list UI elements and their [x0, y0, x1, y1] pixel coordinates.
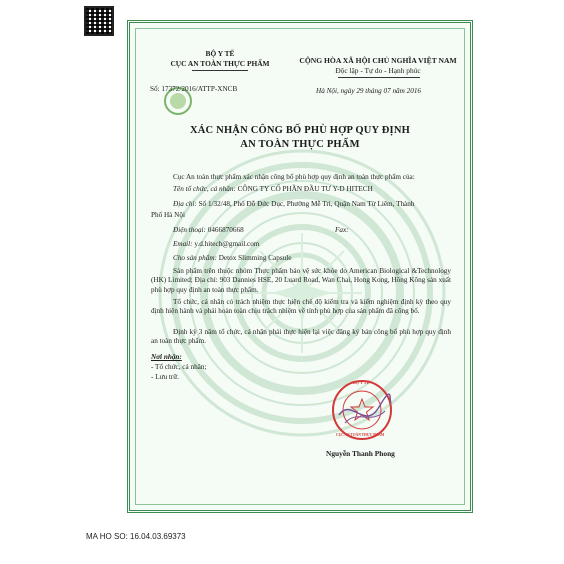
org-label: Tên tổ chức, cá nhân: — [173, 185, 236, 193]
official-seal-icon — [331, 379, 393, 441]
email-row — [173, 240, 259, 248]
seal-text-bottom: CỤC AN TOÀN THỰC PHẨM — [336, 433, 385, 437]
paragraph-1: Sản phẩm trên thuộc nhóm Thực phẩm bảo vệ sức khỏe do American Biological &Technology (HK) Limited; Địa chỉ: 903 Dannies HSE, 20 Luard Road, Wan Chai, Hong Kong, Hồng Kông sản xuất phù hợp quy định an toàn thực phẩm. — [151, 267, 451, 294]
national-motto: Độc lập - Tự do - Hạnh phúc — [335, 66, 421, 75]
phone-label: Điện thoại: — [173, 226, 206, 234]
department-underline — [192, 70, 248, 71]
product-row — [173, 254, 291, 262]
document-number: Số: 17372/2016/ATTP-XNCB — [150, 85, 238, 93]
signer-name: Nguyễn Thanh Phong — [326, 449, 395, 458]
place-and-date: Hà Nội, ngày 29 tháng 07 năm 2016 — [316, 87, 422, 95]
title-line-2: AN TOÀN THỰC PHẨM — [240, 139, 360, 150]
seal-text-top: BỘ Y TẾ — [353, 380, 370, 385]
phone-value: 0466870668 — [207, 226, 244, 234]
fax-label: Fax: — [335, 226, 349, 234]
org-value: CÔNG TY CỔ PHẦN ĐẦU TƯ Y-D HITECH — [237, 185, 373, 193]
address-label: Địa chỉ: — [173, 200, 197, 208]
department-name: CỤC AN TOÀN THỰC PHẨM — [170, 59, 270, 68]
country-name: CỘNG HÒA XÃ HỘI CHỦ NGHĨA VIỆT NAM — [299, 56, 457, 65]
paragraph-3: Định kỳ 3 năm tổ chức, cá nhân phải thực hiện lại việc đăng ký bản công bố phù hợp quy định an toàn thực phẩm. — [151, 328, 451, 346]
product-value: Detox Slimming Capsule — [218, 254, 292, 262]
qr-code-icon — [84, 6, 114, 36]
email-value: y.d.hitech@gmail.com — [194, 240, 260, 248]
recipient-2: - Lưu trữ. — [151, 373, 179, 381]
product-label: Cho sản phẩm: — [173, 254, 217, 262]
paragraph-2: Tổ chức, cá nhân có trách nhiệm thực hiện chế độ kiểm tra và kiểm nghiệm định kỳ theo quy định hiện hành và phải hoàn toàn chịu trách nhiệm về tính phù hợp của sản phẩm đã công bố. — [151, 298, 451, 316]
phone-row — [173, 226, 244, 234]
title-line-1: XÁC NHẬN CÔNG BỐ PHÙ HỢP QUY ĐỊNH — [189, 125, 410, 136]
dossier-code: MA HO SO: 16.04.03.69373 — [86, 532, 186, 541]
recipient-1: - Tổ chức, cá nhân; — [151, 363, 207, 371]
recipients-label: Nơi nhận: — [151, 353, 182, 361]
ministry-name: BỘ Y TẾ — [205, 49, 235, 58]
address-row — [173, 200, 414, 208]
address-value-1: Số 1/32/48, Phố Đỗ Đức Dục, Phường Mễ Trì, Quận Nam Từ Liêm, Thành — [198, 200, 415, 208]
email-label: Email: — [173, 240, 193, 248]
certificate-frame — [127, 20, 473, 513]
intro-text: Cục An toàn thực phẩm xác nhận công bố phù hợp quy định an toàn thực phẩm của: — [173, 173, 415, 181]
org-row — [173, 185, 373, 193]
motto-underline — [338, 77, 420, 78]
address-value-2: Phố Hà Nội — [151, 211, 185, 219]
